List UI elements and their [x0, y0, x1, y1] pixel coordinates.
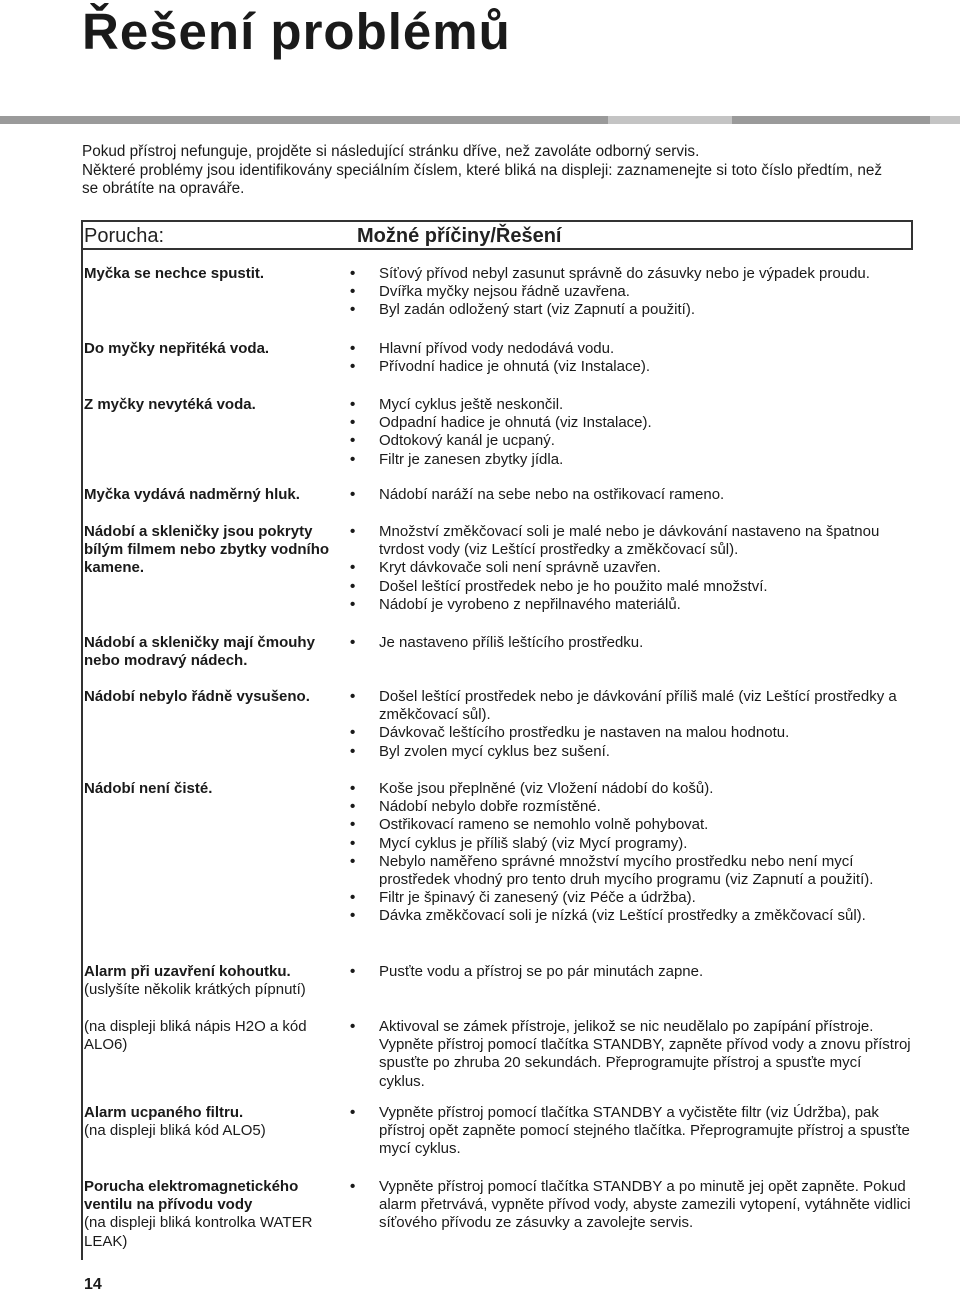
problem-cell [84, 634, 344, 670]
solution-item [350, 963, 911, 981]
solution-list [350, 634, 911, 652]
solution-list [350, 340, 911, 376]
problem-cell [84, 688, 344, 706]
bullet-icon: • [350, 963, 356, 980]
bullet-icon: • [350, 432, 356, 450]
problem-text: Alarm při uzavření kohoutku. [84, 963, 291, 980]
bullet-icon: • [350, 358, 356, 376]
solution-item [350, 577, 911, 596]
intro-line-1: Pokud přístroj nefunguje, projděte si následující stránku dříve, než zavoláte odborný servis. [82, 143, 700, 160]
solution-item [350, 595, 911, 614]
bullet-icon: • [350, 798, 356, 816]
solution-item [350, 450, 911, 469]
solution-text: Nádobí je vyrobeno z nepřilnavého materiálů. [379, 595, 681, 613]
header-bar-segment [930, 116, 960, 124]
solution-list [350, 1178, 911, 1233]
solution-text: Ostřikovací rameno se nemohlo volně pohybovat. [379, 816, 709, 834]
solution-text: Došel leštící prostředek nebo je dávkování příliš malé (viz Leštící prostředky a změkčovací sůl). [379, 688, 897, 724]
solution-list [350, 486, 911, 504]
header-bar-segment [608, 116, 732, 124]
solution-text: Je nastaveno příliš leštícího prostředku. [379, 634, 644, 651]
solution-text: Nádobí nebylo dobře rozmístěné. [379, 798, 601, 816]
problem-cell [84, 1018, 344, 1054]
problem-text: Myčka vydává nadměrný hluk. [84, 486, 300, 503]
solution-item [350, 414, 911, 432]
solution-text: Aktivoval se zámek přístroje, jelikož se nic neudělalo po zapípání přístroje. Vypněte přístroj pomocí tlačítka STANDBY, zapněte přívod vody a znovu přístroj spusťte po zhruba 20 sekundách. Přeprogramujte přístroj a spusťte mycí cyklus. [379, 1018, 911, 1090]
solution-list [350, 396, 911, 469]
solution-text: Hlavní přívod vody nedodává vodu. [379, 340, 615, 357]
solution-item [350, 396, 911, 414]
table-right-border [911, 220, 913, 250]
bullet-icon: • [350, 780, 356, 797]
bullet-icon: • [350, 283, 356, 301]
table-top-border [81, 220, 913, 222]
solution-text: Koše jsou přeplněné (viz Vložení nádobí do košů). [379, 780, 714, 797]
solution-list [350, 1018, 911, 1091]
solution-text: Byl zvolen mycí cyklus bez sušení. [379, 742, 610, 760]
solution-text: Síťový přívod nebyl zasunut správně do zásuvky nebo je výpadek proudu. [379, 265, 870, 282]
problem-cell [84, 780, 344, 798]
solution-text: Došel leštící prostředek nebo je ho použito malé množství. [379, 577, 768, 595]
solution-item [350, 283, 911, 301]
problem-cell [84, 265, 344, 283]
problem-text: Alarm ucpaného filtru. [84, 1104, 244, 1121]
solution-text: Byl zadán odložený start (viz Zapnutí a použití). [379, 301, 695, 319]
problem-text: Myčka se nechce spustit. [84, 265, 265, 282]
solution-item [350, 1178, 911, 1233]
bullet-icon: • [350, 1104, 356, 1121]
solution-text: Mycí cyklus ještě neskončil. [379, 396, 564, 413]
solution-list [350, 265, 911, 320]
solution-text: Filtr je špinavý či zanesený (viz Péče a údržba). [379, 889, 696, 907]
bullet-icon: • [350, 340, 356, 357]
solution-text: Kryt dávkovače soli není správně uzavřen. [379, 559, 661, 577]
bullet-icon: • [350, 301, 356, 319]
solution-text: Nebylo naměřeno správné množství mycího prostředku nebo není mycí prostředek vhodný pro tento druh mycího programu (viz Zapnutí a použití). [379, 852, 874, 889]
bullet-icon: • [350, 396, 356, 413]
solution-list [350, 780, 911, 926]
problem-text: (uslyšíte několik krátkých pípnutí) [84, 981, 306, 999]
bullet-icon: • [350, 634, 356, 651]
bullet-icon: • [350, 742, 356, 760]
solution-item [350, 301, 911, 319]
solution-item [350, 559, 911, 577]
problem-text: Nádobí není čisté. [84, 780, 213, 797]
solution-item [350, 1018, 911, 1091]
problem-text: (na displeji bliká kód ALO5) [84, 1122, 266, 1140]
bullet-icon: • [350, 523, 356, 540]
solution-item [350, 742, 911, 761]
solution-text: Pusťte vodu a přístroj se po pár minutách zapne. [379, 963, 704, 980]
problem-cell [84, 523, 344, 578]
bullet-icon: • [350, 688, 356, 705]
solution-item [350, 907, 911, 925]
page-title: Řešení problémů [82, 3, 511, 60]
solution-item [350, 816, 911, 834]
problem-cell [84, 1104, 344, 1140]
solution-item [350, 265, 911, 283]
solution-item [350, 634, 911, 652]
solution-item [350, 486, 911, 504]
solution-item [350, 523, 911, 559]
bullet-icon: • [350, 816, 356, 834]
bullet-icon: • [350, 595, 356, 613]
solution-item [350, 340, 911, 358]
bullet-icon: • [350, 889, 356, 907]
solution-text: Filtr je zanesen zbytky jídla. [379, 450, 564, 468]
problem-text: (na displeji bliká kontrolka WATER LEAK) [84, 1214, 313, 1250]
solution-text: Přívodní hadice je ohnutá (viz Instalace). [379, 358, 650, 376]
solution-list [350, 688, 911, 761]
solution-list [350, 1104, 911, 1159]
solution-list [350, 523, 911, 614]
solution-item [350, 798, 911, 816]
solution-item [350, 834, 911, 853]
intro-line-2: Některé problémy jsou identifikovány speciálním číslem, které bliká na displeji: zaznamenejte si toto číslo předtím, než se obrátíte na opraváře. [82, 161, 883, 197]
bullet-icon: • [350, 486, 356, 503]
problem-text: Nádobí a skleničky mají čmouhy nebo modravý nádech. [84, 634, 315, 670]
problem-cell [84, 340, 344, 358]
header-divider [81, 248, 913, 250]
bullet-icon: • [350, 1018, 356, 1035]
header-bar-segment [0, 116, 608, 124]
problem-cell [84, 396, 344, 414]
solution-text: Vypněte přístroj pomocí tlačítka STANDBY a vyčistěte filtr (viz Údržba), pak přístroj opět zapněte pomocí stejného tlačítka. Přeprogramujte přístroj a spusťte mycí cyklus. [379, 1104, 910, 1158]
solution-text: Mycí cyklus je příliš slabý (viz Mycí programy). [379, 834, 688, 852]
solution-text: Dávka změkčovací soli je nízká (viz Leštící prostředky a změkčovací sůl). [379, 907, 866, 925]
bullet-icon: • [350, 450, 356, 468]
bullet-icon: • [350, 907, 356, 925]
header-solution: Možné příčiny/Řešení [357, 225, 562, 247]
bullet-icon: • [350, 724, 356, 742]
bullet-icon: • [350, 1178, 356, 1195]
problem-text: (na displeji bliká nápis H2O a kód ALO6) [84, 1018, 307, 1054]
page-number: 14 [84, 1276, 102, 1293]
solution-item [350, 780, 911, 798]
solution-text: Odtokový kanál je ucpaný. [379, 432, 555, 450]
solution-text: Odpadní hadice je ohnutá (viz Instalace). [379, 414, 652, 432]
solution-item [350, 358, 911, 376]
problem-cell [84, 963, 344, 999]
solution-text: Vypněte přístroj pomocí tlačítka STANDBY a po minutě jej opět zapněte. Pokud alarm přetrvává, vypněte přívod vody, abyste zamezili vytopení, vytáhněte vidlici síťového přívodu ze zásuvky a zavolejte servis. [379, 1178, 911, 1232]
table-left-border [81, 220, 83, 1260]
bullet-icon: • [350, 834, 356, 852]
problem-cell [84, 486, 344, 504]
solution-item [350, 432, 911, 450]
solution-text: Dávkovač leštícího prostředku je nastaven na malou hodnotu. [379, 724, 790, 742]
solution-item [350, 688, 911, 724]
problem-text: Porucha elektromagnetického ventilu na přívodu vody [84, 1178, 299, 1214]
problem-text: Nádobí a skleničky jsou pokryty bílým filmem nebo zbytky vodního kamene. [84, 523, 330, 577]
solution-text: Dvířka myčky nejsou řádně uzavřena. [379, 283, 630, 301]
solution-item [350, 889, 911, 907]
solution-item [350, 852, 911, 889]
bullet-icon: • [350, 577, 356, 595]
solution-text: Množství změkčovací soli je malé nebo je dávkování nastaveno na špatnou tvrdost vody (viz Leštící prostředky a změkčovací sůl). [379, 523, 880, 559]
problem-text: Do myčky nepřitéká voda. [84, 340, 270, 357]
problem-text: Z myčky nevytéká voda. [84, 396, 256, 413]
bullet-icon: • [350, 559, 356, 577]
solution-text: Nádobí naráží na sebe nebo na ostřikovací rameno. [379, 486, 725, 503]
solution-item [350, 1104, 911, 1159]
bullet-icon: • [350, 414, 356, 432]
solution-list [350, 963, 911, 981]
problem-cell [84, 1178, 344, 1251]
header-bar-segment [732, 116, 930, 124]
problem-text: Nádobí nebylo řádně vysušeno. [84, 688, 310, 705]
bullet-icon: • [350, 265, 356, 282]
header-problem: Porucha: [84, 225, 165, 247]
intro-text [82, 143, 902, 199]
solution-item [350, 724, 911, 742]
bullet-icon: • [350, 852, 356, 870]
